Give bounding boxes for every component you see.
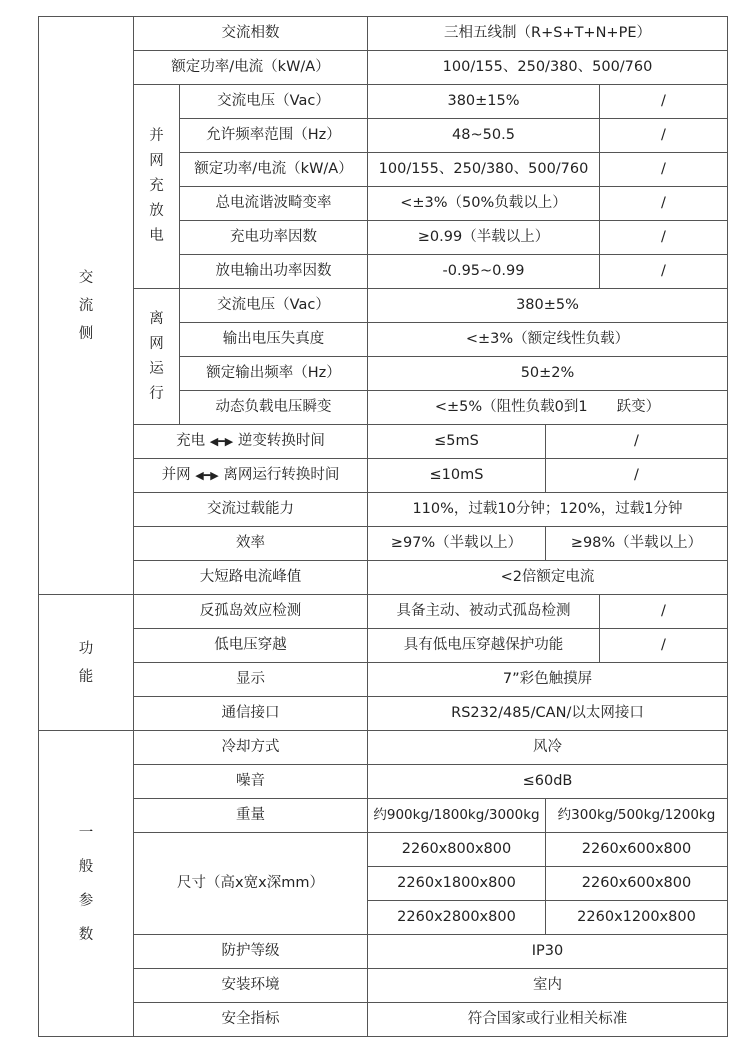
table-row [39,663,728,697]
section-func: 功能 [39,595,134,731]
row-alt: / [600,187,728,221]
row-value: RS232/485/CAN/以太网接口 [368,697,728,731]
table-row [39,799,728,833]
table-row [39,85,728,119]
table-row [39,493,728,527]
row-label: 额定功率/电流（kW/A） [134,51,368,85]
row-value: 100/155、250/380、500/760 [368,51,728,85]
table-row [39,935,728,969]
table-row [39,561,728,595]
row-value: 室内 [368,969,728,1003]
label-part: 离网运行转换时间 [223,467,340,483]
row-label: 允许频率范围（Hz） [180,119,368,153]
table-row [39,51,728,85]
group-grid: 并网充放电 [134,85,180,289]
row-label: 安装环境 [134,969,368,1003]
row-value: 100/155、250/380、500/760 [368,153,600,187]
table-row [39,1003,728,1037]
row-value: ≥97%（半载以上） [368,527,546,561]
row-alt: / [600,629,728,663]
row-label: 额定功率/电流（kW/A） [180,153,368,187]
row-value: 380±5% [368,289,728,323]
row-label: 总电流谐波畸变率 [180,187,368,221]
row-value: <±3%（额定线性负载） [368,323,728,357]
row-alt: / [600,119,728,153]
row-value: 48~50.5 [368,119,600,153]
row-value: 具有低电压穿越保护功能 [368,629,600,663]
spec-table-container [38,16,728,1037]
row-label: 效率 [134,527,368,561]
row-value: 2260x2800x800 [368,901,546,935]
row-value: 风冷 [368,731,728,765]
row-alt: / [600,595,728,629]
row-value: 7”彩色触摸屏 [368,663,728,697]
row-label: 低电压穿越 [134,629,368,663]
row-label: 交流电压（Vac） [180,289,368,323]
table-row [39,697,728,731]
table-row [39,969,728,1003]
table-row [39,17,728,51]
row-alt: / [546,459,728,493]
table-row [39,527,728,561]
row-label: 防护等级 [134,935,368,969]
row-label: 放电输出功率因数 [180,255,368,289]
row-label: 充电功率因数 [180,221,368,255]
row-value: 具备主动、被动式孤岛检测 [368,595,600,629]
row-label: 大短路电流峰值 [134,561,368,595]
row-label: 动态负载电压瞬变 [180,391,368,425]
table-row [39,595,728,629]
group-offgrid: 离网运行 [134,289,180,425]
row-value: <2倍额定电流 [368,561,728,595]
row-alt: 2260x1200x800 [546,901,728,935]
row-label: 反孤岛效应检测 [134,595,368,629]
double-arrow-icon: ◀━▶ [209,435,234,448]
row-value: 三相五线制（R+S+T+N+PE） [368,17,728,51]
row-alt: / [600,255,728,289]
section-general: 一般参数 [39,731,134,1037]
row-label: 交流过载能力 [134,493,368,527]
row-value: <±3%（50%负载以上） [368,187,600,221]
row-value: ≤5mS [368,425,546,459]
row-label: 噪音 [134,765,368,799]
row-label: 重量 [134,799,368,833]
row-alt: 约300kg/500kg/1200kg [546,799,728,833]
row-alt: / [546,425,728,459]
row-alt: 2260x600x800 [546,833,728,867]
row-label: 显示 [134,663,368,697]
label-part: 逆变转换时间 [237,433,325,449]
table-row [39,459,728,493]
row-label [134,459,368,493]
table-row [39,765,728,799]
row-alt: / [600,153,728,187]
row-alt: / [600,85,728,119]
row-alt: ≥98%（半载以上） [546,527,728,561]
row-alt: / [600,221,728,255]
table-row [39,425,728,459]
row-label: 尺寸（高x宽x深mm） [134,833,368,935]
row-value: 2260x800x800 [368,833,546,867]
table-row [39,629,728,663]
row-label [134,425,368,459]
row-value: <±5%（阻性负载0到1 跃变） [368,391,728,425]
row-label: 安全指标 [134,1003,368,1037]
row-value: 50±2% [368,357,728,391]
row-value: IP30 [368,935,728,969]
label-part: 并网 [161,467,191,483]
spec-table [38,16,728,1037]
row-label: 交流电压（Vac） [180,85,368,119]
table-row [39,731,728,765]
row-alt: 2260x600x800 [546,867,728,901]
row-value: 110%，过载10分钟；120%，过载1分钟 [368,493,728,527]
row-value: 2260x1800x800 [368,867,546,901]
row-label: 交流相数 [134,17,368,51]
row-value: 约900kg/1800kg/3000kg [368,799,546,833]
row-label: 冷却方式 [134,731,368,765]
row-value: ≥0.99（半载以上） [368,221,600,255]
row-value: -0.95~0.99 [368,255,600,289]
row-value: 380±15% [368,85,600,119]
double-arrow-icon: ◀━▶ [195,469,219,482]
label-part: 充电 [176,433,206,449]
row-value: ≤60dB [368,765,728,799]
row-value: ≤10mS [368,459,546,493]
table-row [39,833,728,867]
row-label: 额定输出频率（Hz） [180,357,368,391]
row-label: 输出电压失真度 [180,323,368,357]
row-value: 符合国家或行业相关标准 [368,1003,728,1037]
section-ac: 交流侧 [39,17,134,595]
table-row [39,289,728,323]
row-label: 通信接口 [134,697,368,731]
